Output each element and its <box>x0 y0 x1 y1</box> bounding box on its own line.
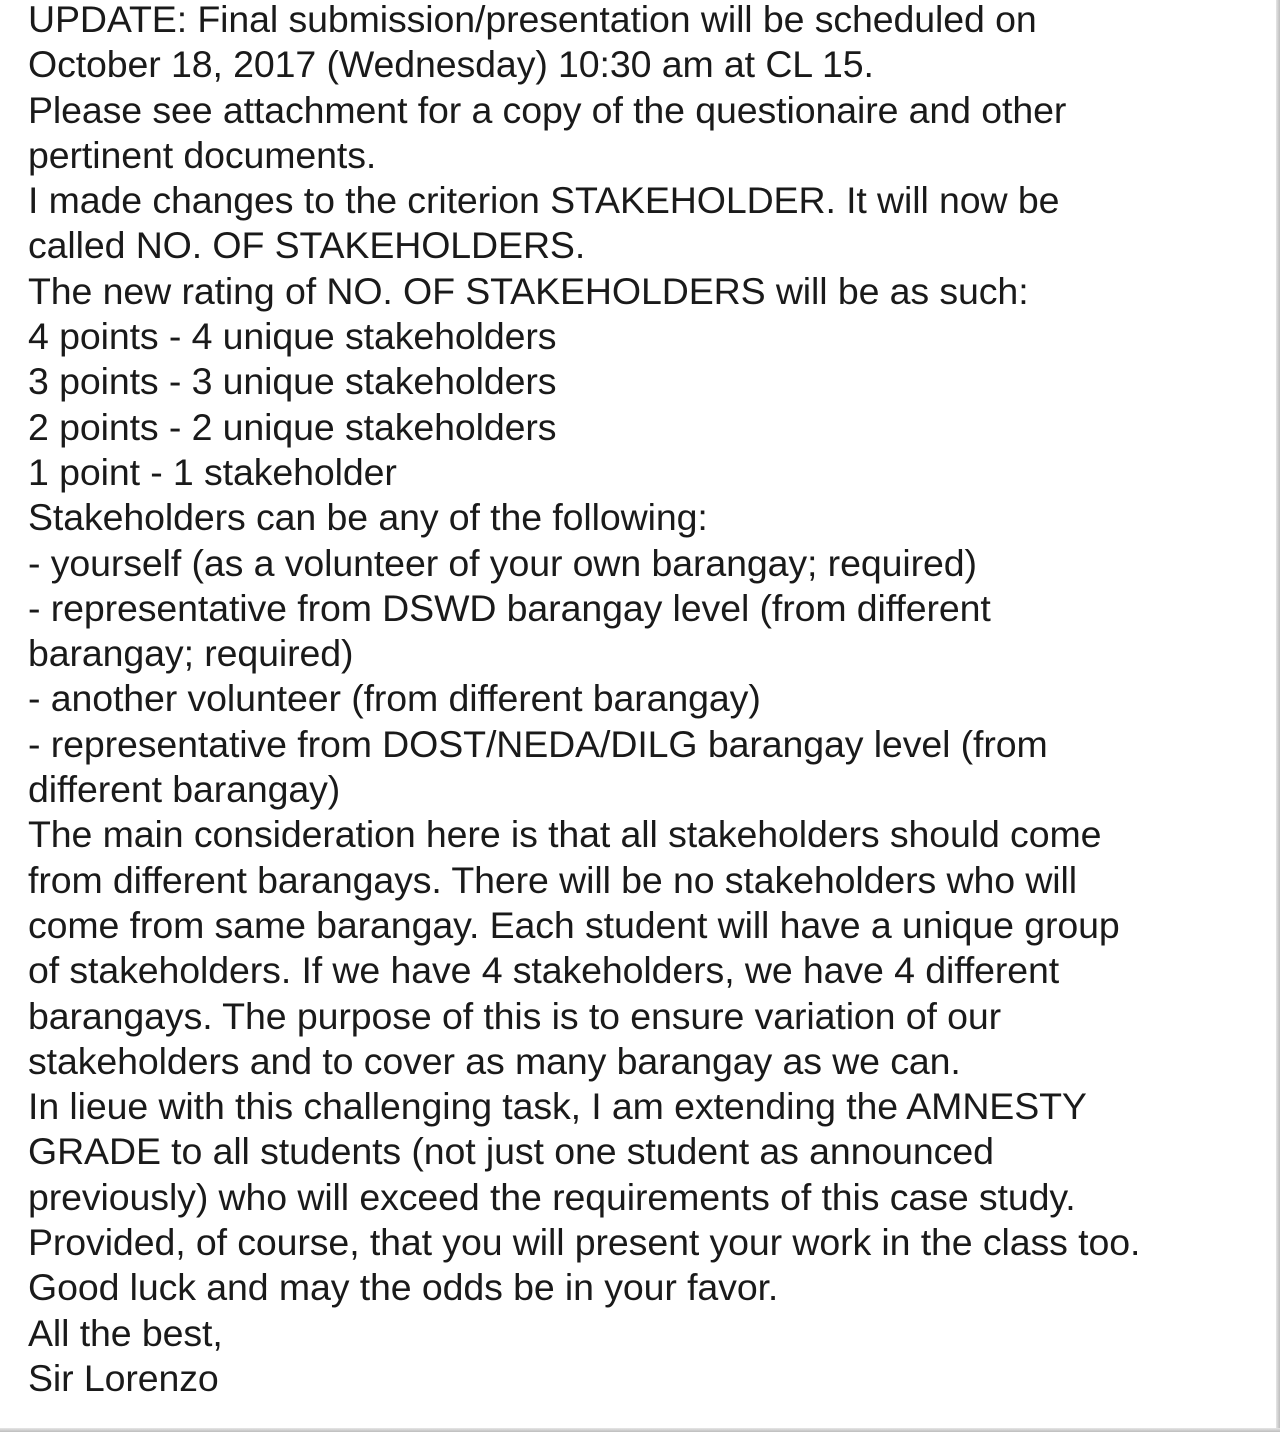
message-line: of stakeholders. If we have 4 stakeholders, we have 4 different <box>28 949 1060 992</box>
message-line: In lieue with this challenging task, I am extending the AMNESTY <box>28 1085 1087 1128</box>
rating-line: 1 point - 1 stakeholder <box>28 450 397 493</box>
message-line: Please see attachment for a copy of the questionaire and other <box>28 88 1067 131</box>
message-line: I made changes to the criterion STAKEHOLDER. It will now be <box>28 179 1060 222</box>
message-line: The new rating of NO. OF STAKEHOLDERS will be as such: <box>28 269 1029 312</box>
stakeholder-list-item: barangay; required) <box>28 632 354 675</box>
message-line: barangays. The purpose of this is to ensure variation of our <box>28 994 1002 1037</box>
message-line: from different barangays. There will be no stakeholders who will <box>28 858 1078 901</box>
message-line: called NO. OF STAKEHOLDERS. <box>28 224 586 267</box>
message-line: pertinent documents. <box>28 133 377 176</box>
right-edge-shadow <box>1276 0 1280 1432</box>
rating-line: 4 points - 4 unique stakeholders <box>28 315 557 358</box>
message-line: Provided, of course, that you will present your work in the class too. <box>28 1221 1141 1264</box>
signature-name: Sir Lorenzo <box>28 1356 219 1399</box>
message-line: previously) who will exceed the requirements of this case study. <box>28 1175 1076 1218</box>
message-line: stakeholders and to cover as many barangay as we can. <box>28 1039 961 1082</box>
stakeholder-list-item: different barangay) <box>28 768 341 811</box>
message-line: GRADE to all students (not just one student as announced <box>28 1130 994 1173</box>
message-line: The main consideration here is that all stakeholders should come <box>28 813 1102 856</box>
message-line: UPDATE: Final submission/presentation will be scheduled on <box>28 0 1037 40</box>
bottom-edge-shadow <box>0 1428 1280 1432</box>
message-line: Stakeholders can be any of the following: <box>28 496 708 539</box>
message-line: October 18, 2017 (Wednesday) 10:30 am at CL 15. <box>28 43 874 86</box>
stakeholder-list-item: - another volunteer (from different barangay) <box>28 677 761 720</box>
message-body <box>28 0 1258 1401</box>
rating-line: 3 points - 3 unique stakeholders <box>28 360 557 403</box>
message-line: come from same barangay. Each student will have a unique group <box>28 903 1120 946</box>
message-line: Good luck and may the odds be in your favor. <box>28 1266 779 1309</box>
stakeholder-list-item: - representative from DOST/NEDA/DILG barangay level (from <box>28 722 1048 765</box>
rating-line: 2 points - 2 unique stakeholders <box>28 405 557 448</box>
stakeholder-list-item: - representative from DSWD barangay level (from different <box>28 586 991 629</box>
stakeholder-list-item: - yourself (as a volunteer of your own barangay; required) <box>28 541 977 584</box>
signoff-line: All the best, <box>28 1311 223 1354</box>
